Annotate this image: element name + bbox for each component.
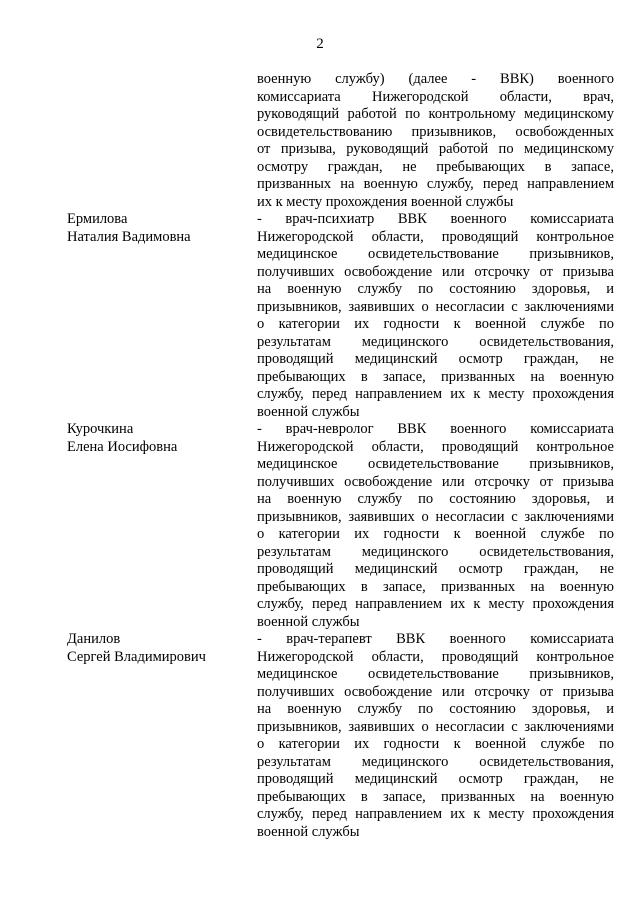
description-line: проводящий медицинский осмотр граждан, не [257, 561, 614, 577]
description-line: на военную службу по состоянию здоровья, и [257, 491, 614, 507]
member-surname: Данилов [67, 631, 121, 647]
member-entry [67, 421, 615, 631]
description-line: о категории их годности к военной службе по [257, 316, 614, 332]
description-line: руководящий работой по контрольному медицинскому [257, 106, 614, 122]
description-line: на военную службу по состоянию здоровья, и [257, 701, 614, 717]
description-line: проводящий медицинский осмотр граждан, не [257, 351, 614, 367]
description-line: о категории их годности к военной службе по [257, 526, 614, 542]
description-line: осмотру граждан, не пребывающих в запасе, [257, 158, 614, 175]
description-line: получивших освобождение или отсрочку от призыва [257, 683, 614, 700]
description-line: военной службы [257, 403, 360, 420]
continuation-description [257, 71, 614, 211]
member-entry [67, 631, 615, 841]
description-line: - врач-невролог ВВК военного комиссариата [257, 421, 614, 437]
description-line: медицинское освидетельствование призывников, [257, 456, 614, 472]
description-line: проводящий медицинский осмотр граждан, не [257, 771, 614, 787]
description-line: получивших освобождение или отсрочку от призыва [257, 473, 614, 490]
member-surname: Курочкина [67, 421, 134, 437]
description-line: на военную службу по состоянию здоровья, и [257, 281, 614, 297]
description-line: пребывающих в запасе, призванных на военную [257, 578, 614, 595]
description-line: комиссариата Нижегородской области, врач, [257, 88, 614, 105]
description-line: - врач-терапевт ВВК военного комиссариата [257, 631, 614, 647]
description-line: освидетельствованию призывников, освобожденных [257, 123, 614, 140]
description-line: призывников, заявивших о несогласии с заключениями [257, 508, 614, 525]
description-line: службу, перед направлением их к месту прохождения [257, 806, 614, 822]
document-body [67, 71, 615, 841]
description-line: медицинское освидетельствование призывников, [257, 246, 614, 262]
member-name [67, 421, 257, 456]
description-line: Нижегородской области, проводящий контрольное [257, 648, 614, 665]
description-line: службу, перед направлением их к месту прохождения [257, 596, 614, 612]
description-line: военной службы [257, 613, 360, 630]
description-line: военной службы [257, 823, 360, 840]
member-description [257, 631, 614, 841]
continuation-entry [67, 71, 615, 211]
description-line: пребывающих в запасе, призванных на военную [257, 368, 614, 385]
description-line: результатам медицинского освидетельствования, [257, 543, 614, 560]
description-line: службу, перед направлением их к месту прохождения [257, 386, 614, 402]
member-name [67, 631, 257, 666]
description-line: пребывающих в запасе, призванных на военную [257, 788, 614, 805]
description-line: результатам медицинского освидетельствования, [257, 333, 614, 350]
description-line: получивших освобождение или отсрочку от призыва [257, 263, 614, 280]
description-line: военную службу) (далее - ВВК) военного [257, 71, 614, 87]
member-entry [67, 211, 615, 421]
description-line: результатам медицинского освидетельствования, [257, 753, 614, 770]
member-given-names: Елена Иосифовна [67, 438, 178, 455]
description-line: Нижегородской области, проводящий контрольное [257, 228, 614, 245]
description-line: от призыва, руководящий работой по медицинскому [257, 141, 614, 157]
description-line: их к месту прохождения военной службы [257, 193, 514, 210]
description-line: о категории их годности к военной службе по [257, 736, 614, 752]
description-line: медицинское освидетельствование призывников, [257, 666, 614, 682]
member-given-names: Наталия Вадимовна [67, 228, 191, 245]
page-number: 2 [316, 36, 324, 52]
description-line: призванных на военную службу, перед направлением [257, 176, 614, 192]
member-description [257, 211, 614, 421]
member-description [257, 421, 614, 631]
member-given-names: Сергей Владимирович [67, 648, 206, 665]
member-name [67, 211, 257, 246]
description-line: - врач-психиатр ВВК военного комиссариата [257, 211, 614, 227]
description-line: Нижегородской области, проводящий контрольное [257, 438, 614, 455]
description-line: призывников, заявивших о несогласии с заключениями [257, 298, 614, 315]
description-line: призывников, заявивших о несогласии с заключениями [257, 718, 614, 735]
member-surname: Ермилова [67, 211, 128, 227]
